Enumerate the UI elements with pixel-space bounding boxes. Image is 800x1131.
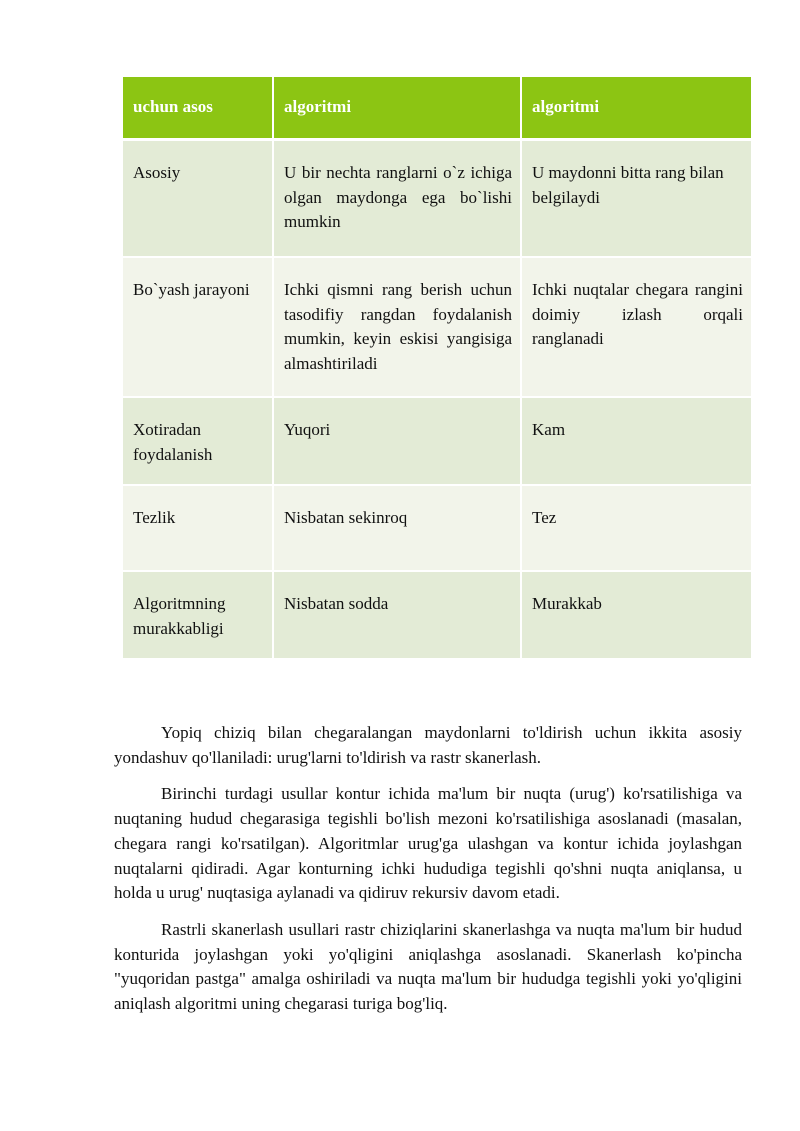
table-row bbox=[123, 141, 751, 258]
cell-algorithm-1: Nisbatan sekinroq bbox=[274, 486, 522, 572]
row-label: Algoritmning murakkabligi bbox=[123, 572, 274, 660]
cell-algorithm-2: Kam bbox=[522, 398, 751, 486]
cell-algorithm-1: Ichki qismni rang berish uchun tasodifiy rangdan foydalanish mumkin, keyin eskisi yangisiga almashtiriladi bbox=[274, 258, 522, 398]
header-cell-algorithm-1: algoritmi bbox=[274, 77, 522, 141]
paragraph: Birinchi turdagi usullar kontur ichida ma'lum bir nuqta (urug') ko'rsatilishiga va nuqtaning hudud chegarasiga tegishli bo'lish mezoni ko'rsatilishiga asoslanadi (masalan, chegara rangi ko'rsatilgan). Algoritmlar urug'ga ulashgan va kontur ichida joylashgan nuqtalarni qidiradi. Agar konturning ichki hududiga tegishli qo'shni nuqta aniqlansa, u holda u urug' nuqtasiga aylanadi va qidiruv rekursiv davom etadi. bbox=[114, 784, 742, 903]
cell-algorithm-2: Ichki nuqtalar chegara rangini doimiy izlash orqali ranglanadi bbox=[522, 258, 751, 398]
cell-algorithm-1: Nisbatan sodda bbox=[274, 572, 522, 660]
paragraph: Yopiq chiziq bilan chegaralangan maydonlarni to'ldirish uchun ikkita asosiy yondashuv qo'llaniladi: urug'larni to'ldirish va rastr skanerlash. bbox=[114, 723, 742, 767]
cell-algorithm-2: Murakkab bbox=[522, 572, 751, 660]
comparison-table bbox=[123, 77, 751, 660]
table-row bbox=[123, 572, 751, 660]
cell-algorithm-2: Tez bbox=[522, 486, 751, 572]
table-row bbox=[123, 486, 751, 572]
row-label: Tezlik bbox=[123, 486, 274, 572]
header-cell-algorithm-2: algoritmi bbox=[522, 77, 751, 141]
table-row bbox=[123, 258, 751, 398]
cell-algorithm-1: U bir nechta ranglarni o`z ichiga olgan maydonga ega bo`lishi mumkin bbox=[274, 141, 522, 258]
header-cell-basis: uchun asos bbox=[123, 77, 274, 141]
table-header-row bbox=[123, 77, 751, 141]
row-label: Bo`yash jarayoni bbox=[123, 258, 274, 398]
body-text bbox=[114, 721, 742, 1029]
row-label: Asosiy bbox=[123, 141, 274, 258]
cell-algorithm-2: U maydonni bitta rang bilan belgilaydi bbox=[522, 141, 751, 258]
cell-algorithm-1: Yuqori bbox=[274, 398, 522, 486]
table-row bbox=[123, 398, 751, 486]
row-label: Xotiradan foydalanish bbox=[123, 398, 274, 486]
paragraph: Rastrli skanerlash usullari rastr chiziqlarini skanerlashga va nuqta ma'lum bir hudud konturida joylashgan yoki yo'qligini aniqlashga asoslanadi. Skanerlash ko'pincha "yuqoridan pastga" amalga oshiriladi va nuqta ma'lum bir hududga tegishli yoki yo'qligini aniqlash algoritmi uning chegarasi turiga bog'liq. bbox=[114, 919, 742, 1014]
